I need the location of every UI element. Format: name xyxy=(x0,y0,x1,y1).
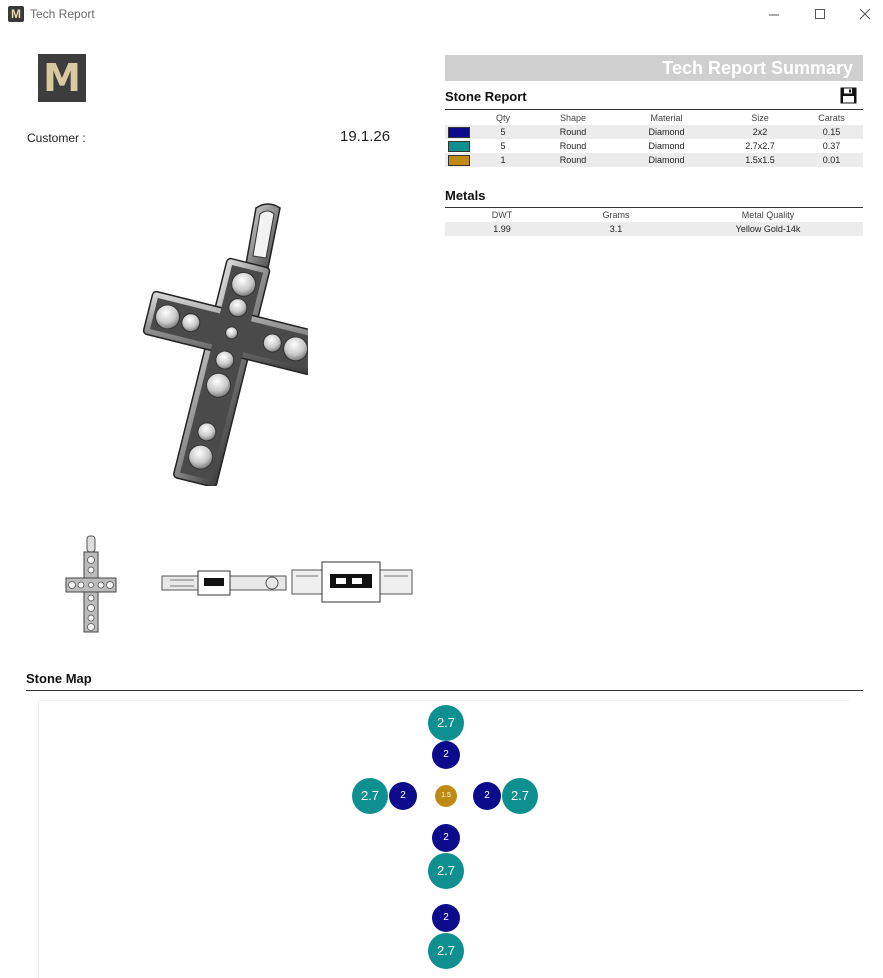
color-swatch xyxy=(448,141,470,152)
carats-cell: 0.01 xyxy=(800,153,863,167)
window-title: Tech Report xyxy=(30,7,95,21)
carats-cell: 0.37 xyxy=(822,141,841,151)
column-header: Material xyxy=(650,113,683,123)
column-header xyxy=(445,111,473,125)
stone-map-title: Stone Map xyxy=(26,671,92,686)
front-view-thumbnail[interactable] xyxy=(62,534,120,634)
customer-label: Customer : xyxy=(27,131,86,145)
qty-cell: 5 xyxy=(500,141,506,151)
company-logo xyxy=(38,54,86,102)
title-bar xyxy=(0,0,883,28)
size-cell: 2x2 xyxy=(720,125,800,139)
stone-large[interactable]: 2.7 xyxy=(428,853,464,889)
stone-report-header xyxy=(445,111,863,125)
stone-small[interactable]: 2 xyxy=(473,782,501,810)
column-header: Qty xyxy=(495,113,510,123)
logo-letter: M xyxy=(43,56,81,100)
shape-cell: Round xyxy=(533,153,613,167)
size-cell: 1.5x1.5 xyxy=(720,153,800,167)
top-view-thumbnail[interactable] xyxy=(290,560,414,604)
save-icon[interactable] xyxy=(840,87,857,104)
dwt-cell: 1.99 xyxy=(445,222,559,236)
stone-large[interactable]: 2.7 xyxy=(428,705,464,741)
stone-report-table xyxy=(445,111,863,167)
stone-map-canvas xyxy=(38,700,850,978)
shape-cell: Round xyxy=(533,125,613,139)
metals-header xyxy=(445,208,863,222)
table-row xyxy=(445,139,863,153)
summary-title: Tech Report Summary xyxy=(662,58,853,78)
material-cell: Diamond xyxy=(613,153,720,167)
stone-small[interactable]: 2 xyxy=(432,904,460,932)
column-header: Carats xyxy=(818,113,845,123)
close-button[interactable] xyxy=(843,2,883,26)
material-cell: Diamond xyxy=(648,141,685,151)
table-row xyxy=(445,222,863,236)
column-header: Shape xyxy=(559,113,587,123)
maximize-icon xyxy=(815,9,826,20)
summary-banner xyxy=(445,55,863,81)
minimize-button[interactable] xyxy=(752,2,796,26)
shape-cell: Round xyxy=(559,141,587,151)
minimize-icon xyxy=(769,9,780,20)
stone-map-rule xyxy=(26,690,863,691)
stone-report-rule xyxy=(445,109,863,110)
color-swatch xyxy=(448,127,470,138)
metals-table xyxy=(445,208,863,236)
size-cell: 2.7x2.7 xyxy=(745,141,775,151)
customer-value: 19.1.26 xyxy=(340,128,391,145)
close-icon xyxy=(860,9,871,20)
stone-large[interactable]: 2.7 xyxy=(352,778,388,814)
stone-small[interactable]: 2 xyxy=(432,741,460,769)
carats-cell: 0.15 xyxy=(800,125,863,139)
qty-cell: 1 xyxy=(473,153,533,167)
metals-title: Metals xyxy=(445,188,486,203)
stone-small[interactable]: 2 xyxy=(389,782,417,810)
maximize-button[interactable] xyxy=(798,2,842,26)
pendant-3d-view xyxy=(128,196,308,486)
grams-cell: 3.1 xyxy=(559,222,673,236)
table-row xyxy=(445,125,863,139)
stone-large[interactable]: 2.7 xyxy=(502,778,538,814)
column-header: Size xyxy=(751,113,769,123)
metal-quality-cell: Yellow Gold-14k xyxy=(673,222,863,236)
column-header: Grams xyxy=(602,210,630,220)
stone-report-title: Stone Report xyxy=(445,89,527,104)
column-header: Metal Quality xyxy=(741,210,795,220)
qty-cell: 5 xyxy=(473,125,533,139)
stone-large[interactable]: 2.7 xyxy=(428,933,464,969)
side-view-thumbnail[interactable] xyxy=(160,568,288,598)
app-icon: M xyxy=(8,6,24,22)
column-header: DWT xyxy=(491,210,513,220)
stone-small[interactable]: 2 xyxy=(432,824,460,852)
material-cell: Diamond xyxy=(613,125,720,139)
table-row xyxy=(445,153,863,167)
color-swatch xyxy=(448,155,470,166)
stone-center[interactable]: 1.5 xyxy=(435,785,457,807)
